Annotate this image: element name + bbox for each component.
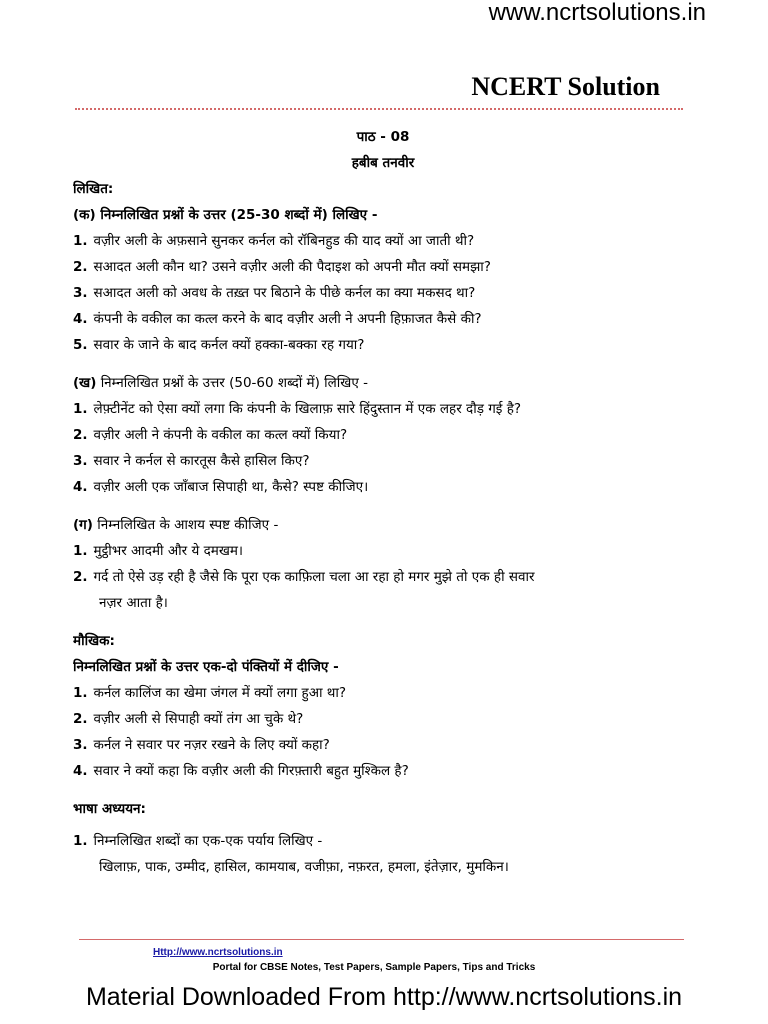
- section-ga-heading: [73, 512, 693, 538]
- question-item: [73, 280, 693, 306]
- question-item: [73, 538, 693, 564]
- question-number: 2.: [73, 259, 88, 275]
- question-item: [73, 758, 693, 784]
- section-ka-heading: (क) निम्नलिखित प्रश्नों के उत्तर (25-30 शब्दों में) लिखिए -: [73, 207, 378, 223]
- question-number: 1.: [73, 685, 88, 701]
- question-item: [73, 706, 693, 732]
- question-text: कंपनी के वकील का कत्ल करने के बाद वज़ीर अली ने अपनी हिफ़ाजत कैसे की?: [93, 311, 482, 327]
- site-url: www.ncrtsolutions.in: [488, 0, 706, 26]
- section-kha-heading: [73, 370, 693, 396]
- question-text: वज़ीर अली एक जाँबाज सिपाही था, कैसे? स्पष्ट कीजिए।: [93, 479, 369, 495]
- section-heading-text: निम्नलिखित के आशय स्पष्ट कीजिए -: [97, 517, 279, 533]
- question-number: 2.: [73, 711, 88, 727]
- question-number: 4.: [73, 479, 88, 495]
- question-text: वज़ीर अली ने कंपनी के वकील का कत्ल क्यों किया?: [93, 427, 348, 443]
- question-item: [73, 228, 693, 254]
- likhit-heading: लिखित:: [73, 181, 114, 197]
- question-item: [73, 448, 693, 474]
- question-text: सवार ने क्यों कहा कि वज़ीर अली की गिरफ़्तारी बहुत मुश्किल है?: [93, 763, 409, 779]
- question-continuation: नज़र आता है।: [99, 595, 168, 611]
- bhasha-heading: भाषा अध्ययन:: [73, 801, 146, 817]
- maukhik-heading: मौखिक:: [73, 633, 115, 649]
- section-kha-questions: [73, 396, 693, 500]
- brand-title: NCERT Solution: [471, 72, 660, 101]
- question-item: [73, 564, 693, 590]
- question-item: [73, 732, 693, 758]
- section-ga-questions: [73, 538, 693, 616]
- maukhik-subheading: निम्नलिखित प्रश्नों के उत्तर एक-दो पंक्तियों में दीजिए -: [73, 659, 339, 675]
- question-text: मुट्ठीभर आदमी और ये दमखम।: [93, 543, 244, 559]
- footer-divider: [79, 939, 684, 940]
- question-text: कर्नल कालिंज का खेमा जंगल में क्यों लगा हुआ था?: [93, 685, 347, 701]
- maukhik-questions: [73, 680, 693, 784]
- question-number: 3.: [73, 737, 88, 753]
- question-text: वज़ीर अली के अफ़साने सुनकर कर्नल को रॉबिनहुड की याद क्यों आ जाती थी?: [93, 233, 475, 249]
- document-body: [73, 124, 693, 880]
- question-number: 2.: [73, 569, 88, 585]
- question-number: 4.: [73, 763, 88, 779]
- question-item: [73, 680, 693, 706]
- question-text: गर्द तो ऐसे उड़ रही है जैसे कि पूरा एक काफ़िला चला आ रहा हो मगर मुझे तो एक ही सवार: [93, 569, 535, 585]
- footer-tagline: Portal for CBSE Notes, Test Papers, Sample Papers, Tips and Tricks: [212, 962, 536, 973]
- question-number: 1.: [73, 401, 88, 417]
- question-item: [73, 474, 693, 500]
- question-text: निम्नलिखित शब्दों का एक-एक पर्याय लिखिए -: [93, 833, 323, 849]
- section-ka-questions: [73, 228, 693, 358]
- question-text: लेफ़्टीनेंट को ऐसा क्यों लगा कि कंपनी के खिलाफ़ सारे हिंदुस्तान में एक लहर दौड़ गई है?: [93, 401, 522, 417]
- question-text: कर्नल ने सवार पर नज़र रखने के लिए क्यों कहा?: [93, 737, 330, 753]
- question-item: [73, 828, 693, 854]
- bhasha-questions: [73, 828, 693, 880]
- footer-link[interactable]: Http://www.ncrtsolutions.in: [153, 947, 283, 958]
- question-number: 1.: [73, 543, 88, 559]
- lesson-number: पाठ - 08: [356, 129, 410, 145]
- question-number: 1.: [73, 833, 88, 849]
- question-item: [73, 254, 693, 280]
- section-marker: (ख): [73, 375, 97, 391]
- question-text: सआदत अली को अवध के तख़्त पर बिठाने के पीछे कर्नल का क्या मकसद था?: [93, 285, 476, 301]
- question-number: 3.: [73, 285, 88, 301]
- question-number: 2.: [73, 427, 88, 443]
- question-text: सवार के जाने के बाद कर्नल क्यों हक्का-बक्का रह गया?: [93, 337, 365, 353]
- question-number: 1.: [73, 233, 88, 249]
- question-number: 5.: [73, 337, 88, 353]
- question-item: [73, 396, 693, 422]
- lesson-author: हबीब तनवीर: [351, 155, 415, 171]
- question-number: 4.: [73, 311, 88, 327]
- section-marker: (ग): [73, 517, 93, 533]
- question-item: [73, 332, 693, 358]
- download-banner: Material Downloaded From http://www.ncrtsolutions.in: [85, 983, 683, 1011]
- question-text: सवार ने कर्नल से कारतूस कैसे हासिल किए?: [93, 453, 310, 469]
- question-item: [73, 422, 693, 448]
- question-text: सआदत अली कौन था? उसने वज़ीर अली की पैदाइश को अपनी मौत क्यों समझा?: [93, 259, 491, 275]
- question-number: 3.: [73, 453, 88, 469]
- question-text: वज़ीर अली से सिपाही क्यों तंग आ चुके थे?: [93, 711, 304, 727]
- question-item: [73, 306, 693, 332]
- section-heading-text: निम्नलिखित प्रश्नों के उत्तर (50-60 शब्दों में) लिखिए -: [100, 375, 368, 391]
- header-divider: [75, 108, 683, 110]
- question-continuation: खिलाफ़, पाक, उम्मीद, हासिल, कामयाब, वजीफ़ा, नफ़रत, हमला, इंतेज़ार, मुमकिन।: [99, 859, 509, 875]
